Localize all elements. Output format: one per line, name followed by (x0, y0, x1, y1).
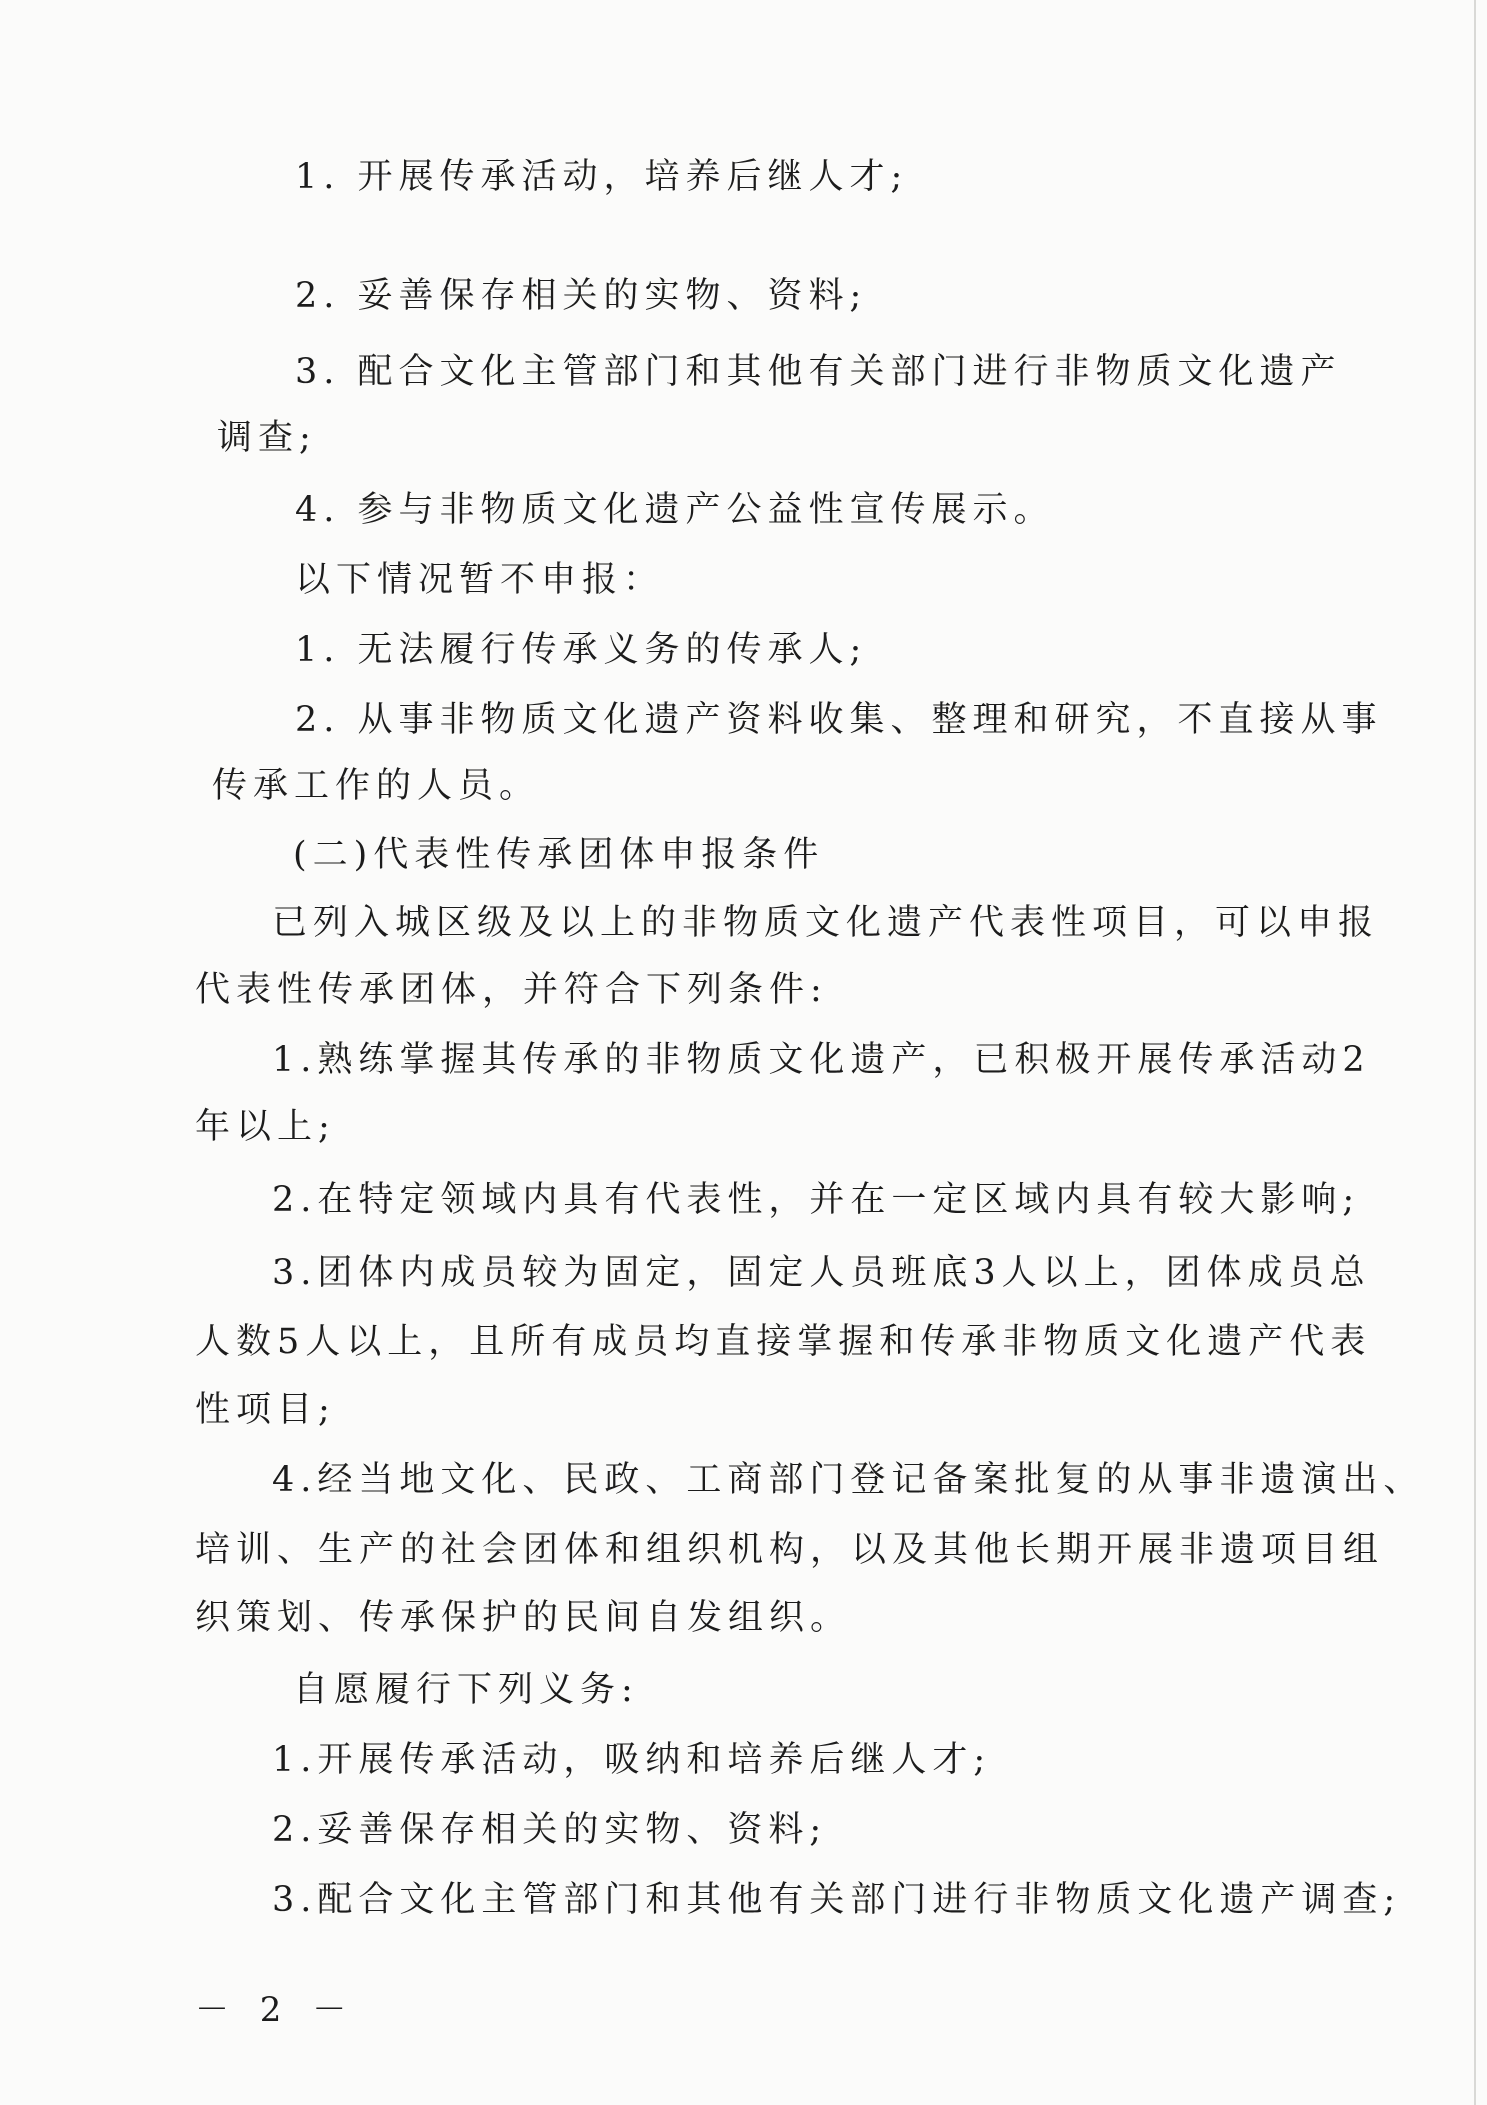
text-line: 调查; (217, 418, 317, 458)
section-heading: (二)代表性传承团体申报条件 (293, 835, 825, 875)
text-line: 1.开展传承活动，吸纳和培养后继人才; (272, 1740, 992, 1780)
text-line: 2. 妥善保存相关的实物、资料; (295, 276, 868, 316)
text-line: 自愿履行下列义务: (293, 1670, 639, 1710)
text-line: 4.经当地文化、民政、工商部门登记备案批复的从事非遗演出、 (272, 1460, 1425, 1500)
text-line: 年以上; (195, 1107, 336, 1147)
text-line: 2.妥善保存相关的实物、资料; (272, 1810, 828, 1850)
text-line: 传承工作的人员。 (212, 766, 541, 806)
text-line: 人数5人以上，且所有成员均直接掌握和传承非物质文化遗产代表 (195, 1322, 1372, 1362)
text-line: 2.在特定领域内具有代表性，并在一定区域内具有较大影响; (272, 1180, 1361, 1220)
text-line: 1.熟练掌握其传承的非物质文化遗产，已积极开展传承活动2 (272, 1040, 1371, 1080)
text-line: 代表性传承团体，并符合下列条件: (195, 970, 828, 1010)
text-line: 1. 开展传承活动，培养后继人才; (295, 157, 909, 197)
text-line: 3.团体内成员较为固定，固定人员班底3人以上，团体成员总 (272, 1253, 1371, 1293)
scan-edge-line (1474, 0, 1476, 2105)
text-line: 4. 参与非物质文化遗产公益性宣传展示。 (295, 490, 1055, 530)
text-line: 性项目; (195, 1390, 336, 1430)
text-line: 3.配合文化主管部门和其他有关部门进行非物质文化遗产调查; (272, 1880, 1402, 1920)
text-line: 培训、生产的社会团体和组织机构，以及其他长期开展非遗项目组 (195, 1530, 1385, 1570)
text-line: 2. 从事非物质文化遗产资料收集、整理和研究，不直接从事 (295, 700, 1383, 740)
text-line: 织策划、传承保护的民间自发组织。 (195, 1598, 852, 1638)
page-number: － 2 － (195, 1990, 357, 2030)
text-line: 1. 无法履行传承义务的传承人; (295, 630, 868, 670)
text-line: 3. 配合文化主管部门和其他有关部门进行非物质文化遗产 (295, 352, 1342, 392)
text-line: 以下情况暂不申报： (295, 560, 665, 600)
text-line: 已列入城区级及以上的非物质文化遗产代表性项目，可以申报 (272, 903, 1380, 943)
